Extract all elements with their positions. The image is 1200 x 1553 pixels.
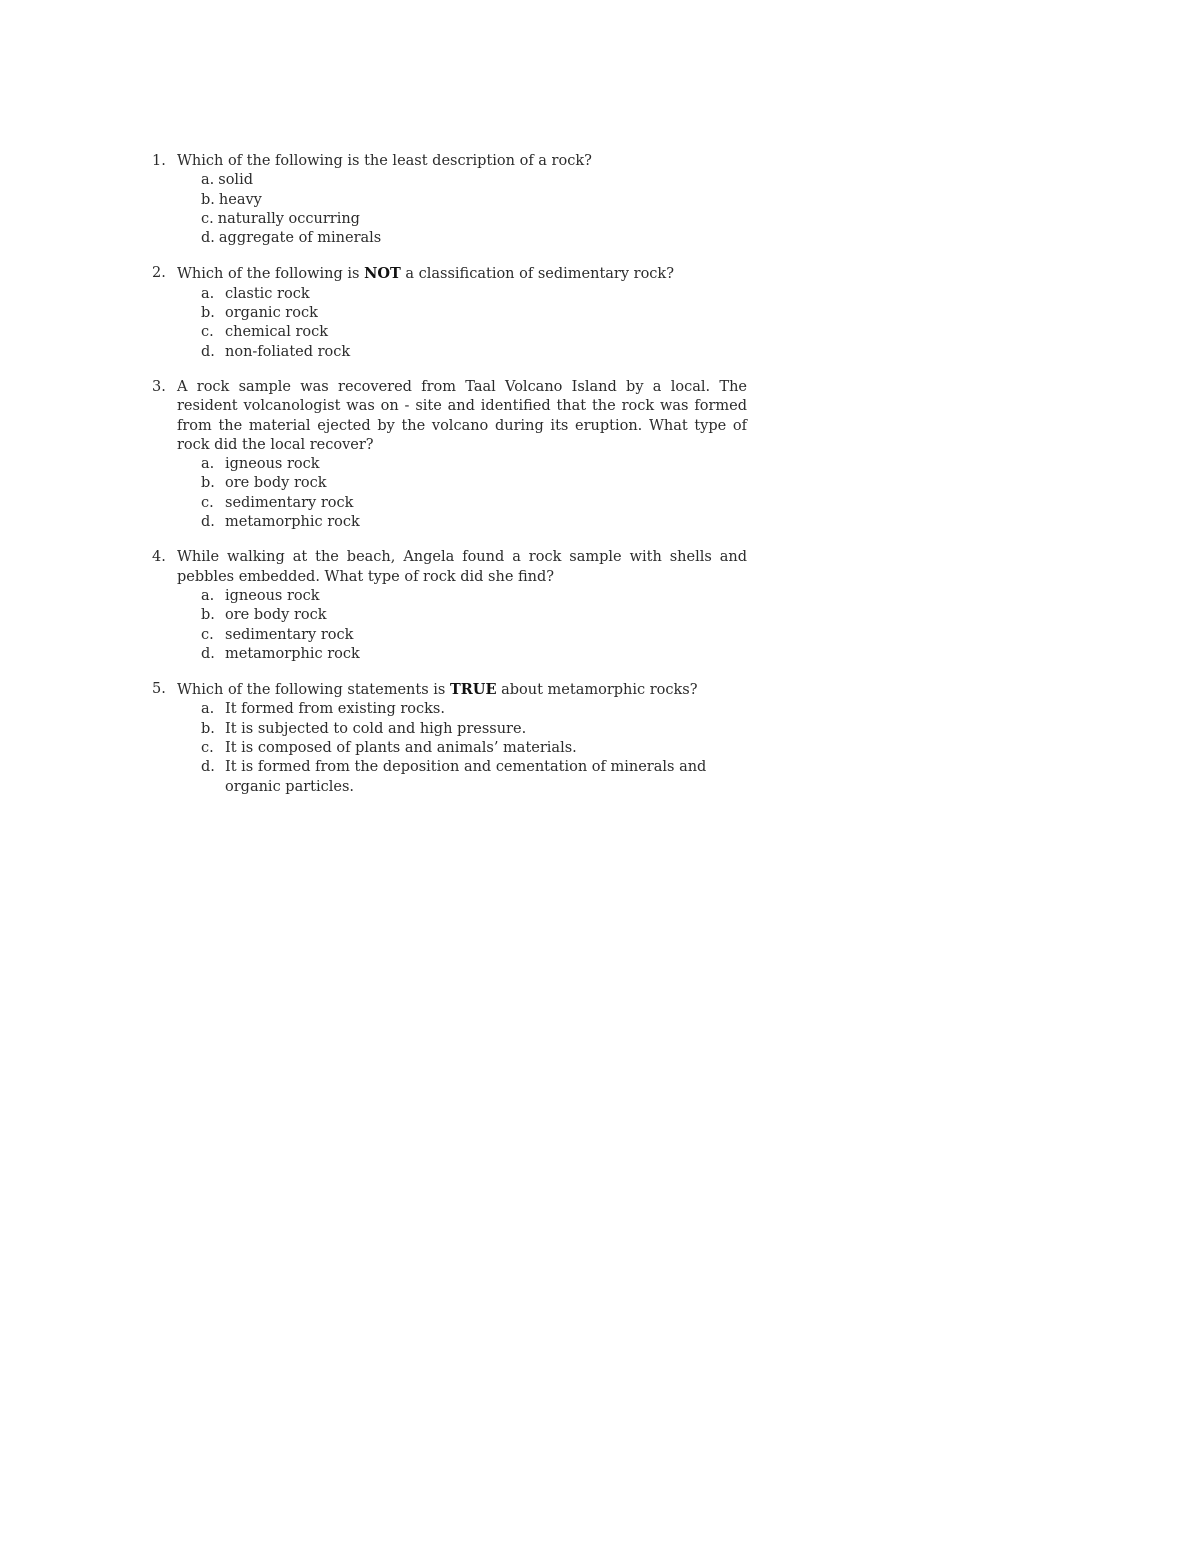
question-4 [152, 548, 747, 664]
option-d [201, 645, 747, 664]
option-text: metamorphic rock [225, 514, 360, 531]
option-letter: b. [201, 720, 215, 737]
option-text: heavy [218, 191, 262, 208]
option-letter: b. [201, 191, 215, 208]
option-letter: d. [201, 230, 215, 247]
option-a [201, 587, 747, 606]
option-text: It is subjected to cold and high pressure. [225, 720, 527, 737]
question-1 [152, 152, 747, 248]
option-c [201, 494, 747, 513]
question-text-part: A rock sample was recovered from Taal Volcano Island by a local. The resident volcanologist was on - site and identified that the rock was formed from the material ejected by the volcano during its eruption. What type of rock did the local recover? [177, 378, 747, 453]
option-letter: a. [201, 701, 215, 718]
option-letter: a. [201, 456, 215, 473]
option-text: sedimentary rock [225, 494, 354, 511]
question-text [177, 378, 747, 455]
option-b [201, 191, 747, 210]
question-number: 4. [152, 549, 166, 566]
question-text [177, 548, 747, 587]
option-text: clastic rock [225, 285, 310, 302]
option-b [201, 720, 747, 739]
option-letter: d. [201, 343, 215, 360]
question-3 [152, 378, 747, 532]
question-emphasis: NOT [364, 265, 401, 283]
option-text: igneous rock [225, 587, 320, 604]
option-list [177, 285, 747, 362]
option-text: ore body rock [225, 475, 327, 492]
option-text: It formed from existing rocks. [225, 701, 445, 718]
question-number: 1. [152, 153, 166, 169]
option-d [201, 758, 747, 797]
option-d [201, 513, 747, 532]
option-letter: b. [201, 305, 215, 322]
option-a [201, 171, 747, 190]
option-letter: d. [201, 514, 215, 531]
option-letter: c. [201, 626, 214, 643]
question-emphasis: TRUE [449, 681, 497, 699]
option-letter: c. [201, 324, 214, 341]
option-letter: c. [201, 740, 214, 757]
option-text: organic rock [225, 305, 318, 322]
option-letter: b. [201, 607, 215, 624]
question-text-part: a classification of sedimentary rock? [400, 266, 674, 283]
option-c [201, 210, 747, 229]
option-c [201, 323, 747, 342]
option-list [177, 587, 747, 664]
option-text: metamorphic rock [225, 645, 360, 662]
option-text: It is composed of plants and animals’ materials. [225, 740, 577, 757]
option-list [177, 171, 747, 248]
question-number: 3. [152, 378, 166, 395]
question-5 [152, 680, 747, 797]
option-text: naturally occurring [217, 210, 360, 227]
option-letter: d. [201, 759, 215, 776]
option-c [201, 626, 747, 645]
option-letter: d. [201, 645, 215, 662]
option-letter: a. [201, 587, 215, 604]
option-a [201, 700, 747, 719]
option-text: solid [218, 172, 253, 189]
question-text-part: Which of the following is the least description of a rock? [177, 153, 592, 169]
option-letter: c. [201, 494, 214, 511]
option-d [201, 343, 747, 362]
option-list [177, 455, 747, 532]
option-b [201, 606, 747, 625]
question-number: 5. [152, 681, 166, 698]
option-list [177, 700, 747, 796]
option-text: It is formed from the deposition and cementation of minerals and organic particles. [225, 759, 707, 795]
question-number: 2. [152, 265, 166, 282]
option-text: sedimentary rock [225, 626, 354, 643]
question-list [152, 152, 747, 813]
option-letter: c. [201, 210, 214, 227]
question-text [177, 680, 747, 700]
option-a [201, 455, 747, 474]
option-text: chemical rock [225, 324, 329, 341]
option-b [201, 304, 747, 323]
option-letter: b. [201, 475, 215, 492]
option-text: non-foliated rock [225, 343, 351, 360]
option-letter: a. [201, 172, 215, 189]
option-text: ore body rock [225, 607, 327, 624]
question-text-part: While walking at the beach, Angela found a rock sample with shells and pebbles embedded. What type of rock did she find? [177, 549, 747, 585]
option-b [201, 474, 747, 493]
option-text: aggregate of minerals [218, 230, 382, 247]
question-text-part: Which of the following is [177, 266, 365, 283]
question-text-part: about metamorphic rocks? [496, 682, 698, 699]
option-d [201, 229, 747, 248]
option-c [201, 739, 747, 758]
question-text [177, 264, 747, 284]
option-a [201, 285, 747, 304]
option-text: igneous rock [225, 456, 320, 473]
question-2 [152, 264, 747, 361]
question-text-part: Which of the following statements is [177, 682, 450, 699]
question-text [177, 152, 747, 171]
option-letter: a. [201, 285, 215, 302]
